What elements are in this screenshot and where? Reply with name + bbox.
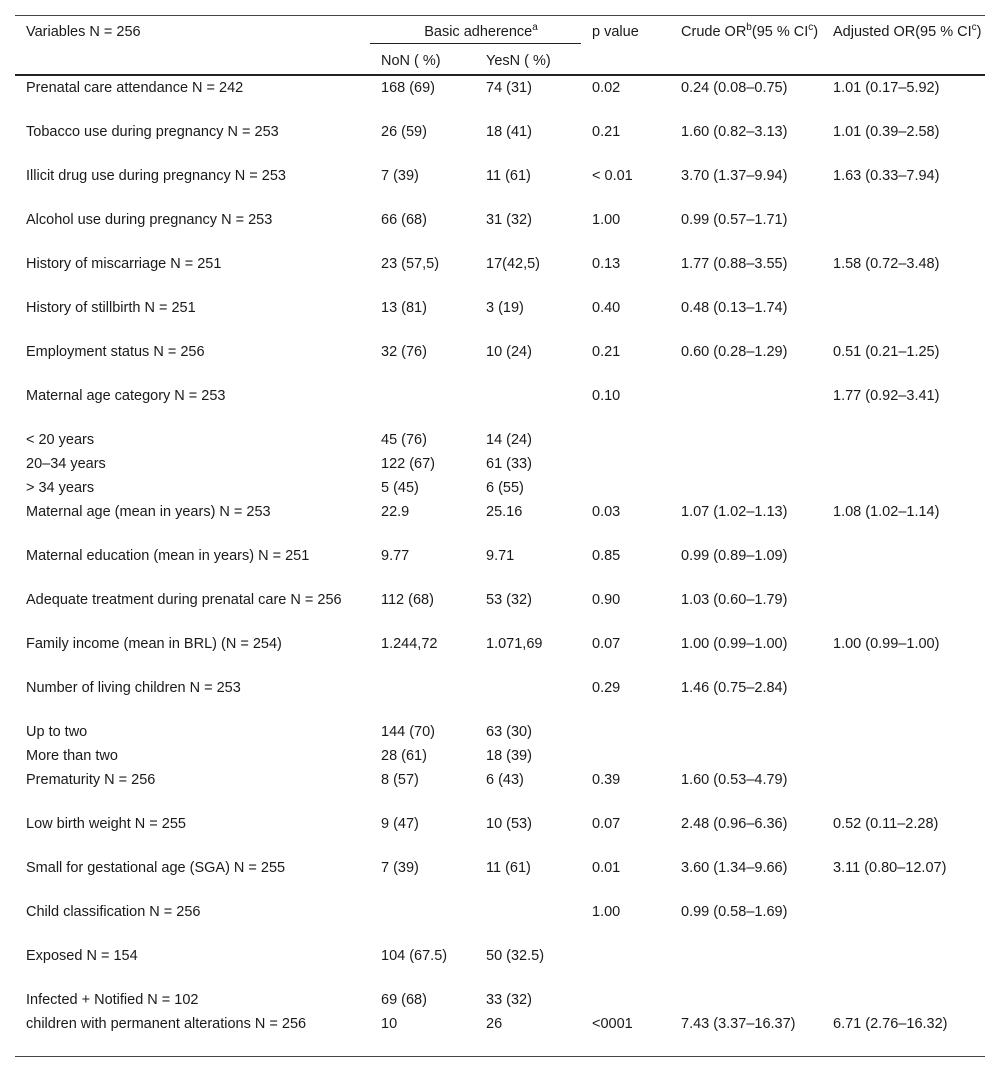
cell-no: 1.244,72 bbox=[381, 636, 438, 652]
header-yes: YesN ( %) bbox=[475, 44, 581, 76]
cell-p: 0.02 bbox=[581, 75, 670, 120]
table-row bbox=[15, 944, 985, 988]
cell-adjusted: 0.52 (0.11–2.28) bbox=[833, 816, 939, 832]
table-row bbox=[15, 988, 985, 1012]
cell-variable: Prenatal care attendance N = 242 bbox=[15, 75, 370, 120]
cell-adjusted bbox=[822, 476, 985, 500]
cell-variable: 20–34 years bbox=[26, 456, 106, 472]
cell-p: 0.07 bbox=[592, 816, 621, 832]
cell-no: 32 (76) bbox=[381, 344, 427, 360]
cell-adjusted bbox=[822, 544, 985, 588]
cell-adjusted: 1.08 (1.02–1.14) bbox=[833, 504, 940, 520]
cell-yes: 17(42,5) bbox=[486, 256, 541, 272]
cell-variable: Tobacco use during pregnancy N = 253 bbox=[26, 124, 279, 140]
cell-yes: 61 (33) bbox=[486, 456, 532, 472]
cell-no: 168 (69) bbox=[370, 75, 475, 120]
cell-yes: 26 bbox=[475, 1012, 581, 1057]
cell-no: 5 (45) bbox=[381, 480, 419, 496]
cell-variable: > 34 years bbox=[26, 480, 95, 496]
cell-p: 1.00 bbox=[592, 212, 621, 228]
table-row bbox=[15, 900, 985, 944]
cell-p: < 0.01 bbox=[592, 168, 633, 184]
cell-yes: 18 (41) bbox=[486, 124, 532, 140]
cell-p bbox=[581, 988, 670, 1012]
cell-yes: 3 (19) bbox=[486, 300, 524, 316]
table-row bbox=[15, 476, 985, 500]
cell-p: 0.90 bbox=[592, 592, 621, 608]
cell-variable: Up to two bbox=[26, 724, 88, 740]
cell-variable: Small for gestational age (SGA) N = 255 bbox=[26, 860, 286, 876]
table-body bbox=[15, 75, 985, 1057]
header-p-value: p value bbox=[581, 16, 670, 76]
cell-yes bbox=[475, 384, 581, 428]
cell-no: 45 (76) bbox=[381, 432, 427, 448]
cell-no bbox=[370, 384, 475, 428]
cell-yes: 53 (32) bbox=[486, 592, 532, 608]
cell-crude: 0.48 (0.13–1.74) bbox=[681, 300, 788, 316]
cell-adjusted: 1.01 (0.39–2.58) bbox=[833, 124, 940, 140]
cell-p: 0.29 bbox=[592, 680, 621, 696]
cell-adjusted bbox=[822, 768, 985, 812]
cell-adjusted: 1.00 (0.99–1.00) bbox=[833, 636, 940, 652]
cell-variable: Maternal age (mean in years) N = 253 bbox=[26, 504, 271, 520]
cell-p: 1.00 bbox=[592, 904, 621, 920]
cell-no: 7 (39) bbox=[381, 860, 419, 876]
cell-yes: 63 (30) bbox=[486, 724, 532, 740]
cell-crude: 1.07 (1.02–1.13) bbox=[681, 504, 788, 520]
cell-adjusted bbox=[822, 944, 985, 988]
cell-no: 144 (70) bbox=[381, 724, 436, 740]
cell-p bbox=[581, 720, 670, 744]
cell-crude: 1.77 (0.88–3.55) bbox=[681, 256, 788, 272]
table-row bbox=[15, 252, 985, 296]
cell-no: 10 bbox=[370, 1012, 475, 1057]
cell-variable: children with permanent alterations N = 256 bbox=[15, 1012, 370, 1057]
cell-p: 0.21 bbox=[592, 124, 621, 140]
cell-crude bbox=[670, 452, 822, 476]
cell-variable: Maternal education (mean in years) N = 251 bbox=[26, 548, 310, 564]
cell-variable: History of stillbirth N = 251 bbox=[26, 300, 196, 316]
header-no: NoN ( %) bbox=[370, 44, 475, 76]
cell-p: 0.03 bbox=[592, 504, 621, 520]
cell-yes: 10 (53) bbox=[486, 816, 532, 832]
cell-variable: Adequate treatment during prenatal care N = 256 bbox=[26, 592, 342, 608]
header-adjusted-or: Adjusted OR(95 % $CI^c$) bbox=[822, 16, 985, 76]
cell-adjusted bbox=[822, 676, 985, 720]
table-row bbox=[15, 812, 985, 856]
cell-no: 26 (59) bbox=[381, 124, 427, 140]
cell-yes: 1.071,69 bbox=[486, 636, 543, 652]
cell-p: 0.01 bbox=[592, 860, 621, 876]
cell-crude: 0.60 (0.28–1.29) bbox=[681, 344, 788, 360]
cell-adjusted bbox=[822, 588, 985, 632]
cell-variable: Infected + Notified N = 102 bbox=[26, 992, 199, 1008]
cell-adjusted: 1.63 (0.33–7.94) bbox=[833, 168, 940, 184]
cell-yes bbox=[475, 676, 581, 720]
cell-adjusted: 1.01 (0.17–5.92) bbox=[822, 75, 985, 120]
table-row bbox=[15, 720, 985, 744]
cell-p bbox=[581, 428, 670, 452]
cell-yes: 11 (61) bbox=[486, 860, 531, 876]
cell-crude: 3.60 (1.34–9.66) bbox=[681, 860, 788, 876]
cell-p: 0.13 bbox=[592, 256, 621, 272]
cell-yes: 10 (24) bbox=[486, 344, 532, 360]
table-row bbox=[15, 340, 985, 384]
table-row bbox=[15, 75, 985, 120]
cell-adjusted bbox=[822, 296, 985, 340]
cell-variable: Child classification N = 256 bbox=[26, 904, 201, 920]
header-crude-or: Crude $OR^b(95$ % $CI^c$) bbox=[670, 16, 822, 76]
cell-adjusted: 3.11 (0.80–12.07) bbox=[833, 860, 947, 876]
cell-crude: 2.48 (0.96–6.36) bbox=[681, 816, 788, 832]
cell-p bbox=[581, 476, 670, 500]
cell-no: 112 (68) bbox=[381, 592, 434, 608]
cell-crude: 1.00 (0.99–1.00) bbox=[681, 636, 788, 652]
cell-variable: Illicit drug use during pregnancy N = 253 bbox=[26, 168, 286, 184]
cell-yes: 14 (24) bbox=[486, 432, 532, 448]
cell-no bbox=[370, 676, 475, 720]
cell-variable: More than two bbox=[26, 748, 118, 764]
header-variables: Variables N = 256 bbox=[15, 16, 370, 76]
cell-p bbox=[581, 744, 670, 768]
table-row bbox=[15, 452, 985, 476]
cell-crude bbox=[670, 988, 822, 1012]
table-row bbox=[15, 500, 985, 544]
cell-crude: 1.60 (0.53–4.79) bbox=[681, 772, 788, 788]
table-row bbox=[15, 632, 985, 676]
table-row bbox=[15, 384, 985, 428]
adherence-table bbox=[15, 15, 985, 1057]
cell-adjusted bbox=[822, 428, 985, 452]
cell-p: 0.07 bbox=[592, 636, 621, 652]
cell-yes: 6 (43) bbox=[486, 772, 524, 788]
table-row bbox=[15, 208, 985, 252]
cell-adjusted bbox=[822, 988, 985, 1012]
cell-no: 28 (61) bbox=[381, 748, 427, 764]
cell-crude bbox=[670, 720, 822, 744]
cell-adjusted: 6.71 (2.76–16.32) bbox=[822, 1012, 985, 1057]
header-basic-adherence: Basic adherence$^a$ bbox=[370, 16, 581, 44]
table-row bbox=[15, 1012, 985, 1057]
cell-adjusted bbox=[822, 720, 985, 744]
cell-crude: 0.99 (0.57–1.71) bbox=[681, 212, 788, 228]
cell-variable: Alcohol use during pregnancy N = 253 bbox=[26, 212, 273, 228]
cell-p: 0.40 bbox=[592, 300, 621, 316]
cell-crude: 1.60 (0.82–3.13) bbox=[681, 124, 788, 140]
table-row bbox=[15, 856, 985, 900]
cell-yes: 50 (32.5) bbox=[486, 948, 545, 964]
cell-crude: 7.43 (3.37–16.37) bbox=[670, 1012, 822, 1057]
cell-adjusted: 1.77 (0.92–3.41) bbox=[833, 388, 940, 404]
table-row bbox=[15, 744, 985, 768]
cell-yes: 25.16 bbox=[486, 504, 523, 520]
cell-yes: 11 (61) bbox=[486, 168, 531, 184]
cell-adjusted: 1.58 (0.72–3.48) bbox=[833, 256, 940, 272]
cell-variable: History of miscarriage N = 251 bbox=[26, 256, 222, 272]
cell-crude bbox=[670, 476, 822, 500]
cell-variable: Family income (mean in BRL) (N = 254) bbox=[26, 636, 282, 652]
cell-variable: < 20 years bbox=[26, 432, 95, 448]
cell-p: 0.21 bbox=[592, 344, 621, 360]
cell-p: 0.10 bbox=[592, 388, 621, 404]
cell-no: 13 (81) bbox=[381, 300, 427, 316]
cell-p: <0001 bbox=[581, 1012, 670, 1057]
cell-crude: 3.70 (1.37–9.94) bbox=[681, 168, 788, 184]
cell-variable: Number of living children N = 253 bbox=[26, 680, 241, 696]
cell-yes: 31 (32) bbox=[486, 212, 532, 228]
cell-no: 66 (68) bbox=[381, 212, 427, 228]
cell-adjusted bbox=[822, 452, 985, 476]
cell-adjusted: 0.51 (0.21–1.25) bbox=[833, 344, 940, 360]
cell-variable: Maternal age category N = 253 bbox=[26, 388, 226, 404]
cell-p bbox=[581, 944, 670, 988]
table-row bbox=[15, 120, 985, 164]
cell-no: 7 (39) bbox=[381, 168, 419, 184]
table-row bbox=[15, 768, 985, 812]
cell-variable: Prematurity N = 256 bbox=[26, 772, 156, 788]
cell-no: 8 (57) bbox=[381, 772, 419, 788]
cell-variable: Low birth weight N = 255 bbox=[26, 816, 186, 832]
cell-no bbox=[370, 900, 475, 944]
cell-adjusted bbox=[822, 208, 985, 252]
cell-no: 9 (47) bbox=[381, 816, 419, 832]
cell-crude: 1.03 (0.60–1.79) bbox=[681, 592, 788, 608]
cell-no: 22.9 bbox=[381, 504, 410, 520]
cell-yes: 33 (32) bbox=[486, 992, 532, 1008]
cell-p bbox=[581, 452, 670, 476]
table-row bbox=[15, 588, 985, 632]
table-row bbox=[15, 164, 985, 208]
cell-crude bbox=[670, 944, 822, 988]
cell-crude bbox=[670, 428, 822, 452]
cell-variable: Exposed N = 154 bbox=[26, 948, 138, 964]
cell-crude: 0.99 (0.58–1.69) bbox=[681, 904, 788, 920]
cell-no: 69 (68) bbox=[381, 992, 427, 1008]
cell-yes: 18 (39) bbox=[486, 748, 532, 764]
cell-p: 0.39 bbox=[592, 772, 621, 788]
cell-adjusted bbox=[822, 744, 985, 768]
table-row bbox=[15, 544, 985, 588]
cell-crude bbox=[670, 744, 822, 768]
cell-no: 122 (67) bbox=[381, 456, 436, 472]
cell-yes: 6 (55) bbox=[486, 480, 524, 496]
cell-variable: Employment status N = 256 bbox=[26, 344, 205, 360]
cell-adjusted bbox=[822, 900, 985, 944]
cell-crude: 1.46 (0.75–2.84) bbox=[681, 680, 788, 696]
cell-crude: 0.99 (0.89–1.09) bbox=[681, 548, 788, 564]
table-header bbox=[15, 16, 985, 76]
table-row bbox=[15, 676, 985, 720]
table-row bbox=[15, 428, 985, 452]
table-row bbox=[15, 296, 985, 340]
cell-p: 0.85 bbox=[592, 548, 621, 564]
cell-no: 23 (57,5) bbox=[381, 256, 440, 272]
cell-no: 9.77 bbox=[381, 548, 410, 564]
cell-crude: 0.24 (0.08–0.75) bbox=[670, 75, 822, 120]
cell-crude bbox=[670, 384, 822, 428]
cell-yes bbox=[475, 900, 581, 944]
cell-yes: 9.71 bbox=[486, 548, 515, 564]
cell-no: 104 (67.5) bbox=[381, 948, 448, 964]
cell-yes: 74 (31) bbox=[475, 75, 581, 120]
